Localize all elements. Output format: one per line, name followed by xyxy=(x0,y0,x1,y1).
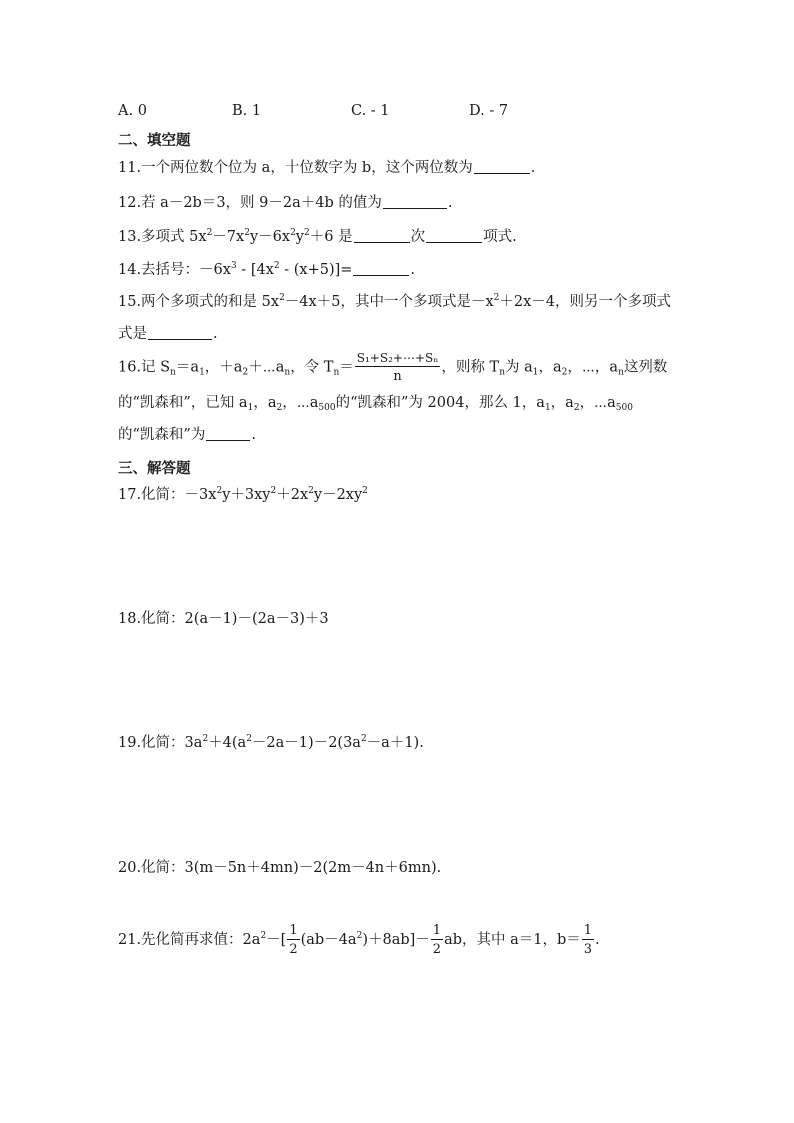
one-half-fraction: $\frac{1}{2}$ xyxy=(289,923,298,957)
option-a: A. 0 xyxy=(118,103,147,119)
question-19: 19.化简：$3a^2+4(a^2-2a-1)-2(3a^2-a+1)$. xyxy=(118,734,424,751)
one-half-fraction: $\frac{1}{2}$ xyxy=(432,923,442,957)
section-fill-blank-title: 二、填空题 xyxy=(118,133,191,149)
option-d: D. ‑ 7 xyxy=(469,103,509,119)
one-third-fraction: $\frac{1}{3}$ xyxy=(583,923,593,957)
question-18: 18.化简：2(a－1)－(2a－3)＋3 xyxy=(118,611,329,627)
question-12: 12.若 a－2b＝3，则 9－2a＋4b 的值为 . xyxy=(118,195,453,211)
question-14: 14.去括号：$-6x^3 - [4x^2 - (x+5)]=$ . xyxy=(118,261,416,278)
answer-blank xyxy=(383,194,447,209)
question-15-line-1: 15.两个多项式的和是 $5x^2-4x+5$，其中一个多项式是$-x^2+2x-4$，则另一个多项式 xyxy=(118,293,671,310)
answer-blank xyxy=(426,228,482,243)
answer-blank xyxy=(354,228,410,243)
section-answer-title: 三、解答题 xyxy=(118,461,191,477)
answer-blank xyxy=(148,325,212,340)
answer-blank xyxy=(353,261,409,276)
question-17: 17.化简：$-3x^2y+3xy^2+2x^2y-2xy^2$ xyxy=(118,486,368,503)
options-row xyxy=(118,101,678,121)
answer-blank xyxy=(474,159,530,174)
option-b: B. 1 xyxy=(232,103,262,119)
question-16-line-3: 的“凯森和”为 . xyxy=(118,427,256,443)
answer-blank xyxy=(206,426,250,441)
question-20: 20.化简：3(m－5n＋4mn)－2(2m－4n＋6mn). xyxy=(118,860,442,876)
question-15-line-2: 式是 . xyxy=(118,326,218,342)
question-11: 11.一个两位数个位为 a，十位数字为 b，这个两位数为 . xyxy=(118,160,536,176)
question-21: 21.先化简再求值：$2a^2-$[ $\frac{1}{2}$ $(ab-4a^2)+8ab]-$ $\frac{1}{2}$ ab，其中 a＝1，b＝ $\frac{1}{3}$ . xyxy=(118,923,600,957)
question-16-line-2: 的“凯森和”，已知 $a_1$，$a_2$，$\cdots a_{500}$的“凯森和”为 2004，那么 1，$a_1$，$a_2$，$\cdots a_{500}$ xyxy=(118,395,633,413)
kaisen-fraction: $\frac{\text{S₁+S₂+⋯+Sₙ}}{n}$ xyxy=(356,351,439,384)
question-13: 13.多项式 $5x^2-7x^2y-6x^2y^2+6$ 是 次 项式. xyxy=(118,228,517,245)
option-c: C. ‑ 1 xyxy=(351,103,390,119)
question-16-line-1: 16.记 $S_n=a_1$，$+a_2+\cdots a_n$，令 $T_n=$ $\frac{\text{S₁+S₂+⋯+Sₙ}}{n}$ ，则称 $T_n$为 $a_1$，$a_2$，⋯，$a_n$这列数 xyxy=(118,351,668,384)
